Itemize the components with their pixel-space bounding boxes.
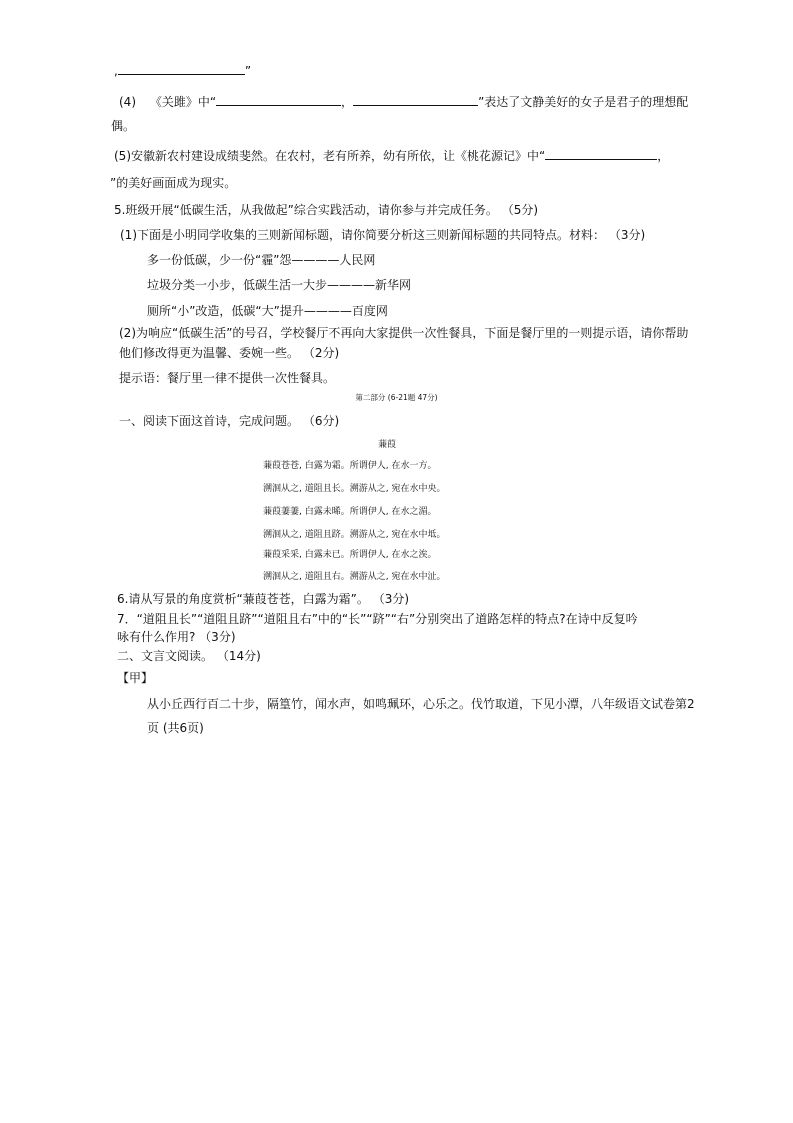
q4-tail-lead: , — [114, 64, 118, 78]
q4-blank-2[interactable] — [353, 93, 478, 106]
jia-label: 【甲】 — [117, 671, 154, 685]
poem-line-6: 溯洄从之, 道阻且右。溯游从之, 宛在水中沚。 — [263, 572, 446, 582]
headline-1: 多一份低碳，少一份“霾”怨————人民网 — [147, 253, 376, 267]
q5-sub1: (1)下面是小明同学收集的三则新闻标题，请你简要分析这三则新闻标题的共同特点。材料： （3分) — [120, 228, 646, 242]
q5-line — [114, 147, 669, 164]
poem-line-5: 蒹葭采采, 白露未已。所谓伊人, 在水之涘。 — [263, 550, 437, 560]
q4-tail-blank[interactable] — [118, 62, 245, 75]
poem-line-4: 溯洄从之, 道阻且跻。溯游从之, 宛在水中坻。 — [263, 530, 446, 540]
poem-line-2: 溯洄从之, 道阻且长。溯游从之, 宛在水中央。 — [263, 484, 446, 494]
q4-tail-close: ” — [244, 64, 252, 78]
q5-text-a: (5)安徽新农村建设成绩斐然。在农村，老有所养，幼有所依，让《桃花源记》中“ — [114, 149, 546, 163]
headline-3: 厕所“小”改造，低碳“大”提升————百度网 — [147, 304, 388, 318]
passage-b: 页 (共6页) — [147, 721, 204, 735]
q5-sub2-b: 他们修改得更为温馨、委婉一些。 （2分) — [119, 346, 340, 360]
section2-title: 二、文言文阅读。 （14分) — [117, 649, 261, 663]
q5-notice: 提示语：餐厅里一律不提供一次性餐具。 — [119, 371, 336, 385]
q5-sub2-a: (2)为响应“低碳生活”的号召，学校餐厅不再向大家提供一次性餐具，下面是餐厅里的一则提示语，请你帮助 — [119, 326, 689, 340]
poem-line-1: 蒹葭苍苍, 白露为霜。所谓伊人, 在水一方。 — [263, 461, 437, 471]
q4-tail-line — [114, 62, 251, 79]
q4-text-c: 偶。 — [111, 119, 136, 133]
q4-blank-1[interactable] — [216, 93, 341, 106]
q7-b: 咏有什么作用? （3分) — [117, 630, 236, 644]
poem-line-3: 蒹葭萋萋, 白露未晞。所谓伊人, 在水之湄。 — [263, 507, 437, 517]
part2-header: 第二部分 (6-21题 47分) — [355, 393, 438, 402]
q5-title: 5.班级开展“低碳生活，从我做起”综合实践活动，请你参与并完成任务。 （5分) — [114, 203, 539, 217]
q7-a: 7．“道阻且长”“道阻且跻”“道阻且右”中的“长”“跻”“右”分别突出了道路怎样的特点?在诗中反复吟 — [117, 612, 638, 626]
q4-text-a: 《关雎》中“ — [149, 95, 217, 109]
q4-label: (4) — [119, 95, 136, 109]
q6: 6.请从写景的角度赏析“蒹葭苍苍，白露为霜”。 （3分) — [117, 592, 410, 606]
q5-comma: ， — [657, 149, 670, 163]
section1-title: 一、阅读下面这首诗，完成问题。 （6分) — [119, 414, 340, 428]
q4-sep: ， — [341, 95, 354, 109]
q4-line — [119, 93, 688, 110]
headline-2: 垃圾分类一小步，低碳生活一大步————新华网 — [147, 278, 412, 292]
q5-blank[interactable] — [545, 147, 657, 160]
passage-a: 从小丘西行百二十步，隔篁竹，闻水声，如鸣珮环，心乐之。伐竹取道，下见小潭，八年级语文试卷第2 — [147, 697, 695, 711]
q5-text-b: ”的美好画面成为现实。 — [110, 176, 237, 190]
q4-text-b: ”表达了文静美好的女子是君子的理想配 — [478, 95, 689, 109]
poem-title: 蒹葭 — [378, 440, 397, 450]
